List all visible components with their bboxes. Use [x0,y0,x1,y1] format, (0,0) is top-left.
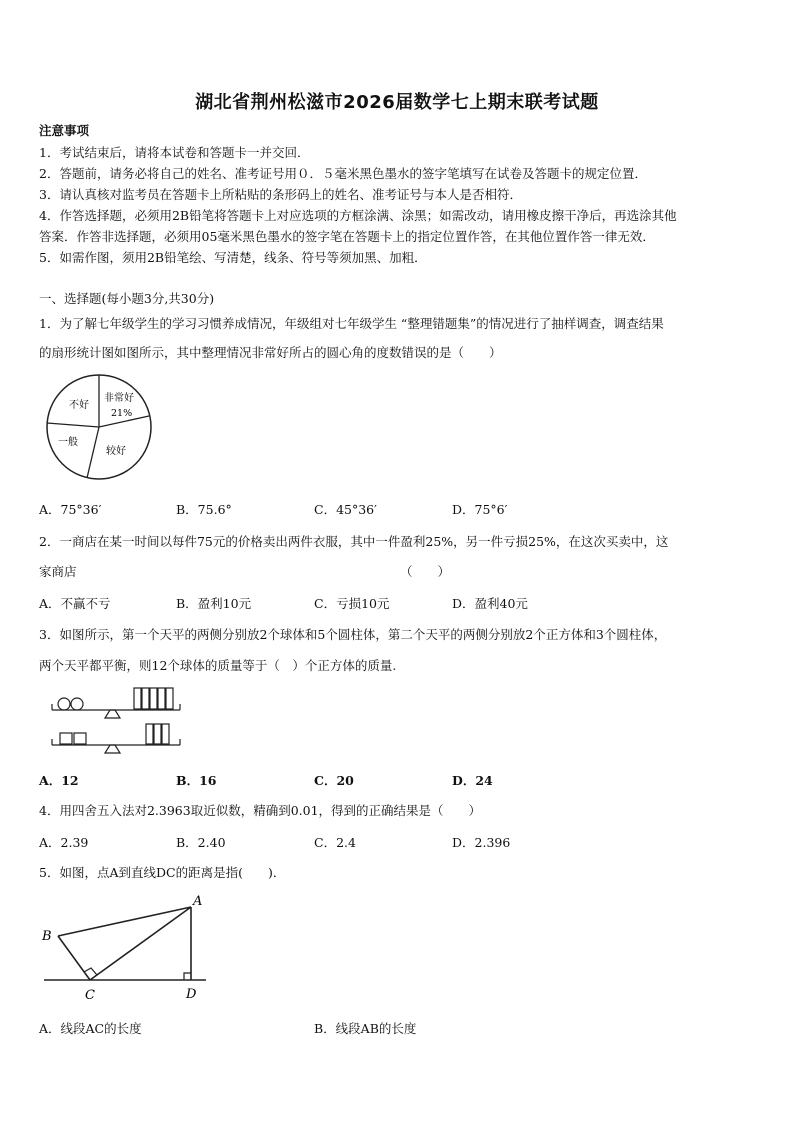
q2-option-b[interactable]: B．盈利10元 [176,596,252,611]
point-label-a: A [193,894,203,909]
q4-option-b[interactable]: B．2.40 [176,835,226,850]
cylinder-icon [142,688,149,709]
balance-pivot-2 [105,745,120,753]
q1-option-b[interactable]: B．75.6° [176,502,232,517]
q4-option-a[interactable]: A．2.39 [39,835,89,850]
q3-option-c[interactable]: C．20 [314,773,354,788]
pie-label-very-good: 非常好 [104,393,134,404]
q1-option-a[interactable]: A．75°36′ [39,502,102,517]
notice-item: 3．请认真核对监考员在答题卡上所粘贴的条形码上的姓名、准考证号与本人是否相符． [39,187,522,202]
cylinder-icon [166,688,173,709]
cylinder-icon [162,724,169,744]
q4-option-c[interactable]: C．2.4 [314,835,356,850]
q1-option-c[interactable]: C．45°36′ [314,502,377,517]
q3-option-d[interactable]: D．24 [452,773,493,788]
cylinder-icon [150,688,157,709]
q4-text-line1: 4．用四舍五入法对2.3963取近似数，精确到0.01，得到的正确结果是（ ） [39,803,482,818]
cylinder-icon [134,688,141,709]
section-heading: 一、选择题(每小题3分,共30分) [39,291,215,306]
point-label-b: B [42,929,52,944]
segment-bc [58,936,90,980]
q3-option-a[interactable]: A．12 [39,773,79,788]
q2-text-line2: 家商店 [39,564,77,579]
q5-geometry-figure [36,888,216,1008]
q2-text-line1: 2．一商店在某一时间以每件75元的价格卖出两件衣服，其中一件盈利25%，另一件亏损25%，在这次买卖中，这 [39,534,669,549]
cylinder-icon [158,688,165,709]
cylinder-icon [146,724,153,744]
q3-text-line1: 3．如图所示，第一个天平的两侧分别放2个球体和5个圆柱体，第二个天平的两侧分别放2个正方体和3个圆柱体， [39,627,667,642]
q5-text-line1: 5．如图，点A到直线DC的距离是指( )． [39,865,286,880]
pie-divider [47,423,99,427]
ball-icon [58,698,70,710]
cube-icon [74,733,86,744]
balance-pivot-1 [105,710,120,718]
q3-option-b[interactable]: B．16 [176,773,217,788]
right-angle-mark-d [184,973,191,980]
notice-item: 2．答题前，请务必将自己的姓名、准考证号用０．５毫米黑色墨水的签字笔填写在试卷及答题卡的规定位置． [39,166,647,181]
q1-text-line1: 1．为了解七年级学生的学习习惯养成情况，年级组对七年级学生 “整理错题集”的情况进行了抽样调查，调查结果 [39,316,664,331]
q5-option-b[interactable]: B．线段AB的长度 [314,1021,417,1036]
pie-divider [87,427,99,478]
q2-option-c[interactable]: C．亏损10元 [314,596,390,611]
page-title: 湖北省荆州松滋市2026届数学七上期末联考试题 [195,92,599,113]
q1-option-d[interactable]: D．75°6′ [452,502,508,517]
q4-option-d[interactable]: D．2.396 [452,835,511,850]
q5-option-a[interactable]: A．线段AC的长度 [39,1021,142,1036]
q2-option-a[interactable]: A．不赢不亏 [39,596,111,611]
pie-label-normal: 一般 [58,437,78,448]
ball-icon [71,698,83,710]
q1-text-line2: 的扇形统计图如图所示，其中整理情况非常好所占的圆心角的度数错误的是（ ） [39,345,502,360]
cylinder-icon [154,724,161,744]
pie-label-percent: 21% [111,408,133,419]
point-label-d: D [186,987,197,1002]
notice-item: 4．作答选择题，必须用2B铅笔将答题卡上对应选项的方框涂满、涂黑；如需改动，请用橡皮擦干净后，再选涂其他 [39,208,677,223]
q1-pie-chart [44,372,156,484]
pie-label-bad: 不好 [69,400,89,411]
point-label-c: C [85,988,95,1003]
notice-heading: 注意事项 [39,123,90,138]
q2-answer-paren: （ ） [400,564,451,579]
q3-text-line2: 两个天平都平衡，则12个球体的质量等于（ ）个正方体的质量. [39,658,397,673]
notice-item: 答案．作答非选择题，必须用05毫米黑色墨水的签字笔在答题卡上的指定位置作答，在其他位置作答一律无效． [39,229,655,244]
q3-balance-figure [50,680,185,760]
notice-item: 1．考试结束后，请将本试卷和答题卡一并交回． [39,145,310,160]
notice-item: 5．如需作图，须用2B铅笔绘、写清楚，线条、符号等须加黑、加粗． [39,250,427,265]
q2-option-d[interactable]: D．盈利40元 [452,596,528,611]
cube-icon [60,733,72,744]
pie-label-good: 较好 [106,446,126,457]
